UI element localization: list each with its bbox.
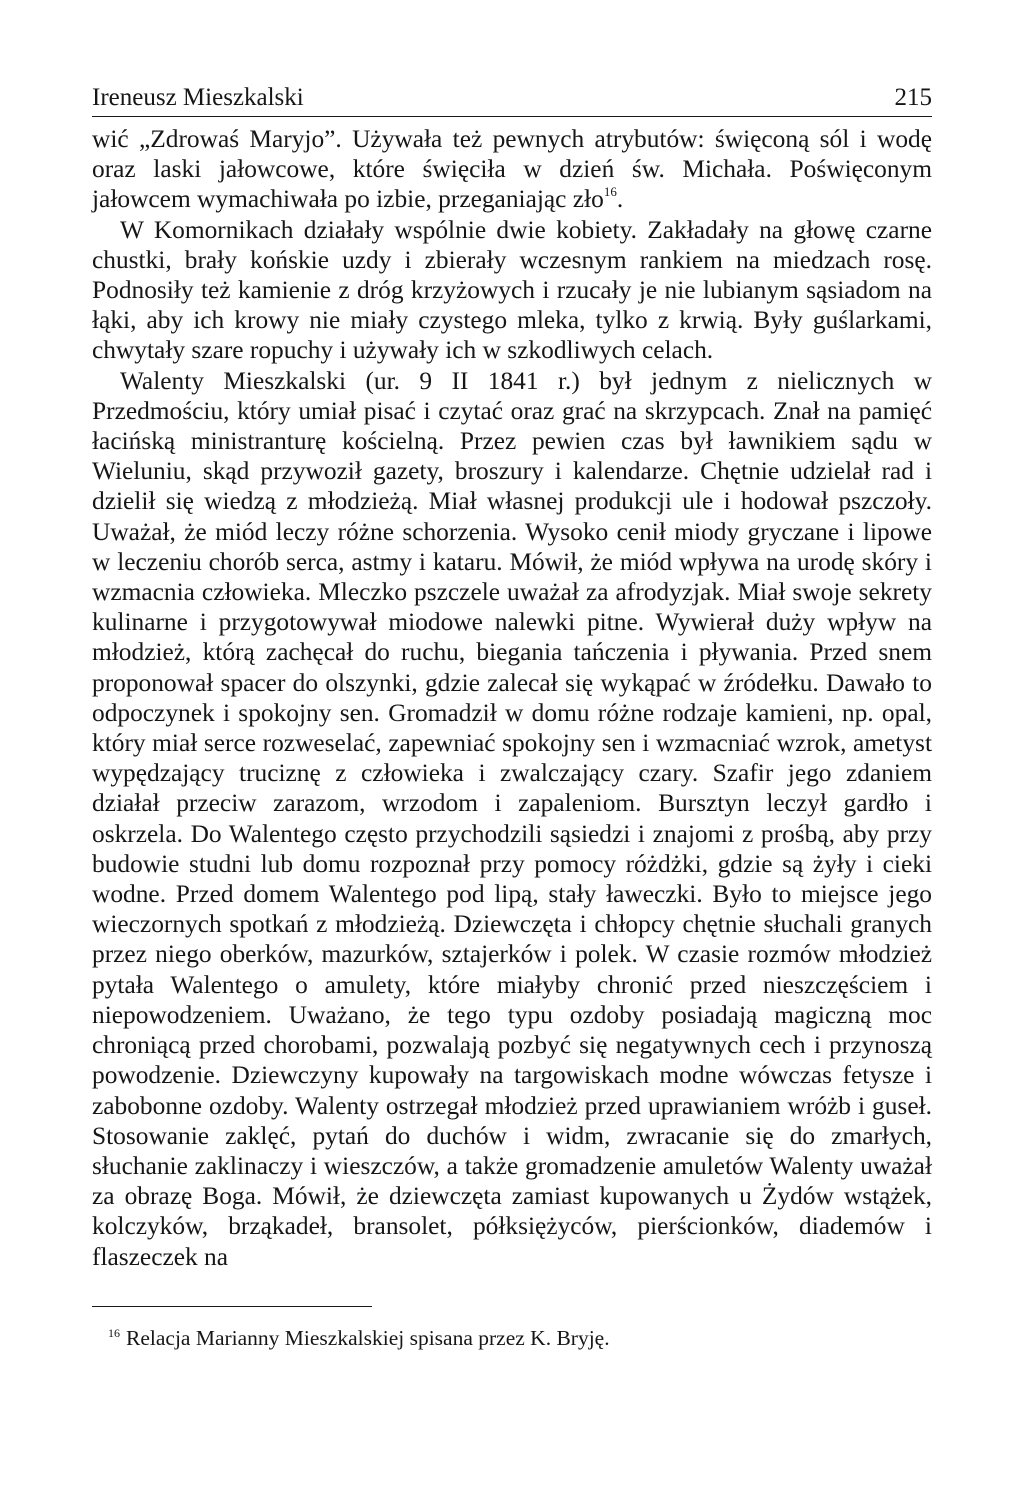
paragraph-3: Walenty Mieszkalski (ur. 9 II 1841 r.) był jednym z nielicznych w Przedmościu, który umiał pisać i czytać oraz grać na skrzypcach. Znał na pamięć łacińską ministranturę kościelną. Przez pewien czas był ławnikiem sądu w Wieluniu, skąd przywoził gazety, broszury i kalendarze. Chętnie udzielał rad i dzielił się wiedzą z młodzieżą. Miał własnej produkcji ule i hodował pszczoły. Uważał, że miód leczy różne schorzenia. Wysoko cenił miody gryczane i lipowe w leczeniu chorób serca, astmy i kataru. Mówił, że miód wpływa na urodę skóry i wzmacnia człowieka. Mleczko pszczele uważał za afrodyzjak. Miał swoje sekrety kulinarne i przygotowywał miodowe nalewki pitne. Wywierał duży wpływ na młodzież, którą zachęcał do ruchu, biegania tańczenia i pływania. Przed snem proponował spacer do olszynki, gdzie zalecał się wykąpać w źródełku. Dawało to odpoczynek i spokojny sen. Gromadził w domu różne rodzaje kamieni, np. opal, który miał serce rozweselać, zapewniać spokojny sen i wzmacniać wzrok, ametyst wypędzający truciznę z człowieka i zwalczający czary. Szafir jego zdaniem działał przeciw zarazom, wrzodom i zapaleniom. Bursztyn leczył gardło i oskrzela. Do Walentego często przychodzili sąsiedzi i znajomi z prośbą, aby przy budowie studni lub domu rozpoznał przy pomocy różdżki, gdzie są żyły i cieki wodne. Przed domem Walentego pod lipą, stały ławeczki. Było to miejsce jego wieczornych spotkań z młodzieżą. Dziewczęta i chłopcy chętnie słuchali granych przez niego oberków, mazurków, sztajerków i polek. W czasie rozmów młodzież pytała Walentego o amulety, które miałyby chronić przed nieszczęściem i niepowodzeniem. Uważano, że tego typu ozdoby posiadają magiczną moc chroniącą przed chorobami, pozwalają pozbyć się negatywnych cech i przynoszą powodzenie. Dziewczyny kupowały na targowiskach modne wówczas fetysze i zabobonne ozdoby. Walenty ostrzegał młodzież przed uprawianiem wróżb i guseł. Stosowanie zaklęć, pytań do duchów i widm, zwracanie się do zmarłych, słuchanie zaklinaczy i wieszczów, a także gromadzenie amuletów Walenty uważał za obrazę Boga. Mówił, że dziewczęta zamiast kupowanych u Żydów wstążek, kolczyków, brząkadeł, bransolet, półksiężyców, pierścionków, diademów i flaszeczek na: [92, 366, 932, 1271]
footnote-text: Relacja Marianny Mieszkalskiej spisana przez K. Bryję.: [126, 1326, 610, 1350]
footnote-number: 16: [108, 1325, 120, 1340]
paragraph-1-text: wić „Zdrowaś Maryjo”. Używała też pewnych atrybutów: święconą sól i wodę oraz laski jałowcowe, które święciła w dzień św. Michała. Poświęconym jałowcem wymachiwała po izbie, przeganiając zło: [92, 125, 932, 214]
paragraph-1: [92, 124, 932, 215]
paragraph-1-end: .: [616, 185, 624, 214]
page-number: 215: [894, 84, 932, 111]
running-head-author: Ireneusz Mieszkalski: [92, 84, 304, 111]
running-head: [92, 80, 932, 117]
main-text: [92, 124, 932, 1272]
paragraph-2: W Komornikach działały wspólnie dwie kobiety. Zakładały na głowę czarne chustki, brały końskie uzdy i zbierały wczesnym rankiem na miedzach rosę. Podnosiły też kamienie z dróg krzyżowych i rzucały je nie lubianym sąsiadom na łąki, aby ich krowy nie miały czystego mleka, tylko z krwią. Były guślarkami, chwytały szare ropuchy i używały ich w szkodliwych celach.: [92, 215, 932, 365]
footnote: [108, 1323, 928, 1353]
footnote-reference: 16: [603, 183, 617, 199]
footnote-separator: [92, 1306, 372, 1307]
